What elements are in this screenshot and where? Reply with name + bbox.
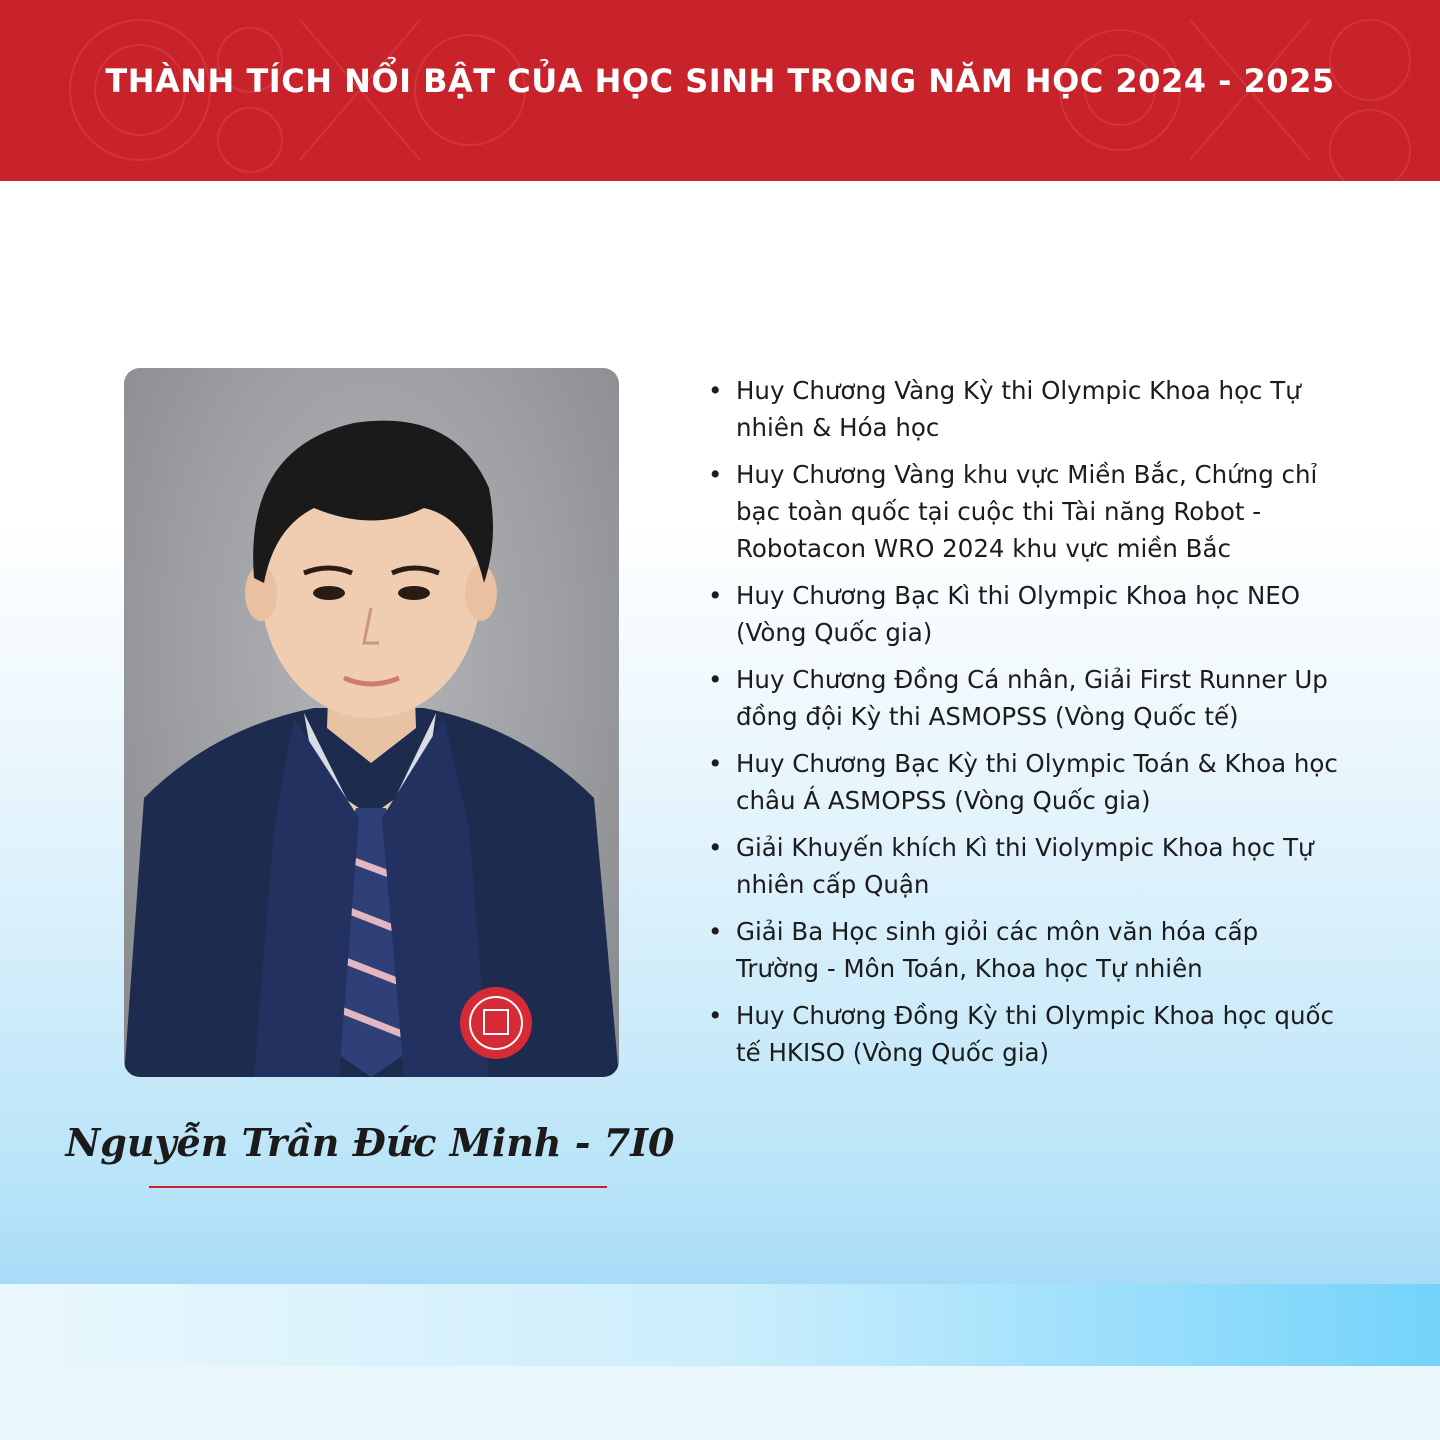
student-portrait-icon: [124, 368, 619, 1077]
header-banner: [0, 0, 1440, 181]
footer-strip: [0, 1366, 1440, 1440]
achievement-list: [708, 372, 1348, 1081]
achievement-text: Giải Khuyến khích Kì thi Violympic Khoa học Tự nhiên cấp Quận: [736, 833, 1314, 899]
bullet-icon: •: [708, 833, 723, 862]
bullet-icon: •: [708, 376, 723, 405]
bullet-icon: •: [708, 917, 723, 946]
list-item: [708, 997, 1348, 1071]
bullet-icon: •: [708, 460, 723, 489]
bullet-icon: •: [708, 1001, 723, 1030]
achievement-text: Huy Chương Đồng Cá nhân, Giải First Runner Up đồng đội Kỳ thi ASMOPSS (Vòng Quốc tế): [736, 665, 1328, 731]
list-item: [708, 745, 1348, 819]
bullet-icon: •: [708, 581, 723, 610]
bullet-icon: •: [708, 749, 723, 778]
name-underline: [149, 1186, 607, 1188]
achievement-text: Huy Chương Vàng khu vực Miền Bắc, Chứng chỉ bạc toàn quốc tại cuộc thi Tài năng Robot - Robotacon WRO 2024 khu vực miền Bắc: [736, 460, 1318, 563]
achievement-text: Huy Chương Bạc Kì thi Olympic Khoa học NEO (Vòng Quốc gia): [736, 581, 1301, 647]
list-item: [708, 372, 1348, 446]
achievement-text: Huy Chương Vàng Kỳ thi Olympic Khoa học Tự nhiên & Hóa học: [736, 376, 1301, 442]
list-item: [708, 456, 1348, 567]
list-item: [708, 829, 1348, 903]
student-name: Nguyễn Trần Đức Minh - 7I0: [65, 1120, 675, 1165]
student-photo: [124, 368, 619, 1077]
page-title: THÀNH TÍCH NỔI BẬT CỦA HỌC SINH TRONG NĂM HỌC 2024 - 2025: [105, 62, 1335, 100]
achievement-text: Giải Ba Học sinh giỏi các môn văn hóa cấp Trường - Môn Toán, Khoa học Tự nhiên: [736, 917, 1259, 983]
achievement-text: Huy Chương Đồng Kỳ thi Olympic Khoa học quốc tế HKISO (Vòng Quốc gia): [736, 1001, 1334, 1067]
list-item: [708, 913, 1348, 987]
list-item: [708, 661, 1348, 735]
footer-band: [0, 1284, 1440, 1366]
bullet-icon: •: [708, 665, 723, 694]
achievement-text: Huy Chương Bạc Kỳ thi Olympic Toán & Khoa học châu Á ASMOPSS (Vòng Quốc gia): [736, 749, 1338, 815]
list-item: [708, 577, 1348, 651]
